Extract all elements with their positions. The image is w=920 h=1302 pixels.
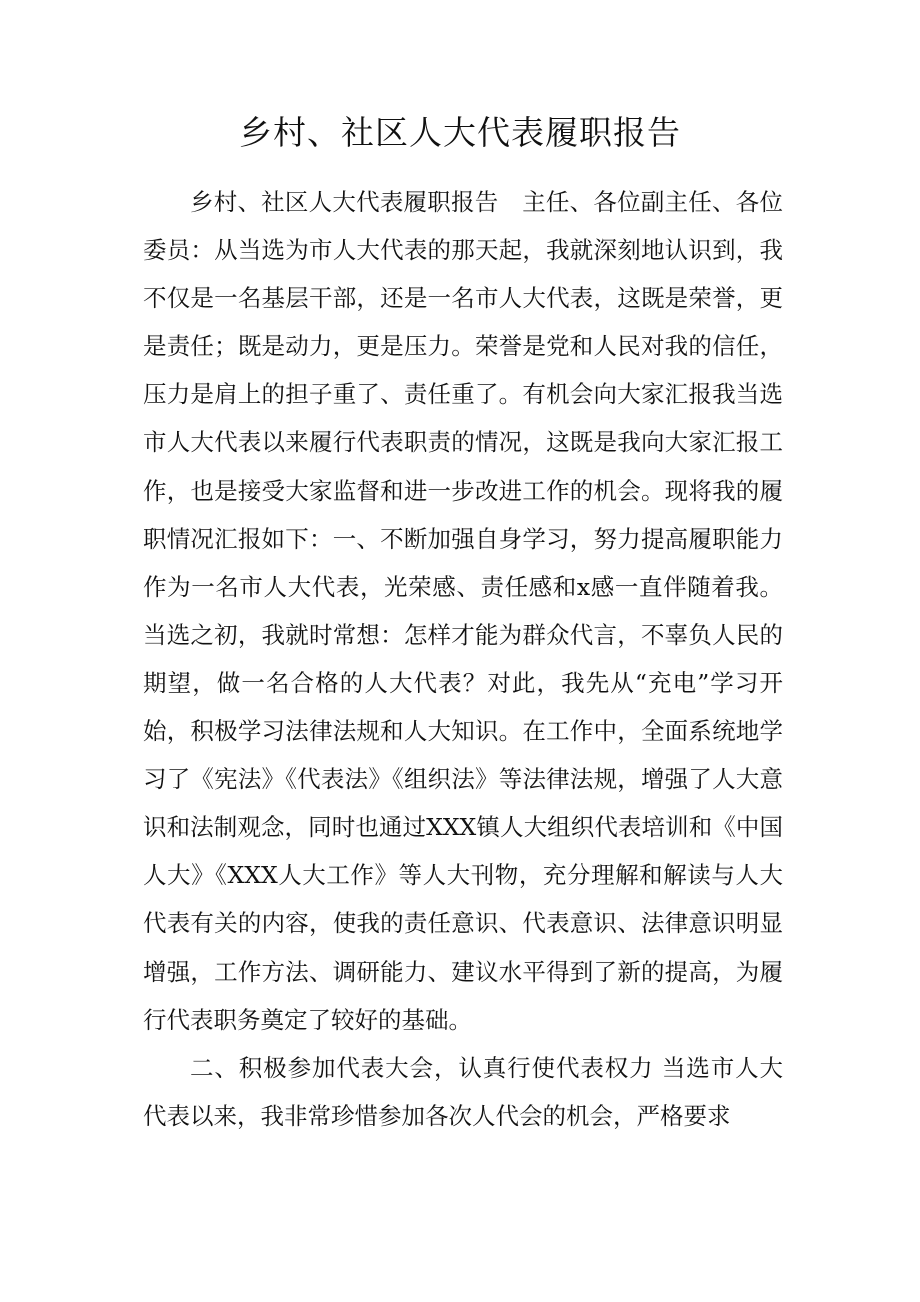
document-body (143, 178, 783, 1140)
paragraph-2: 二、积极参加代表大会，认真行使代表权力 当选市人大代表以来，我非常珍惜参加各次人代会的机会，严格要求 (143, 1053, 783, 1130)
paragraph-1: 乡村、社区人大代表履职报告 主任、各位副主任、各位委员：从当选为市人大代表的那天起，我就深刻地认识到，我不仅是一名基层干部，还是一名市人大代表，这既是荣誉，更是责任；既是动力，更是压力。荣誉是党和人民对我的信任，压力是肩上的担子重了、责任重了。有机会向大家汇报我当选市人大代表以来履行代表职责的情况，这既是我向大家汇报工作，也是接受大家监督和进一步改进工作的机会。现将我的履职情况汇报如下：一、不断加强自身学习，努力提高履职能力 作为一名市人大代表，光荣感、责任感和x感一直伴随着我。当选之初，我就时常想：怎样才能为群众代言，不辜负人民的期望，做一名合格的人大代表？对此，我先从“充电”学习开始，积极学习法律法规和人大知识。在工作中，全面系统地学习了《宪法》《代表法》《组织法》等法律法规，增强了人大意识和法制观念，同时也通过XXX镇人大组织代表培训和《中国人大》《XXX人大工作》等人大刊物，充分理解和解读与人大代表有关的内容，使我的责任意识、代表意识、法律意识明显增强，工作方法、调研能力、建议水平得到了新的提高，为履行代表职务奠定了较好的基础。 (143, 188, 783, 1034)
document-title: 乡村、社区人大代表履职报告 (239, 113, 681, 152)
